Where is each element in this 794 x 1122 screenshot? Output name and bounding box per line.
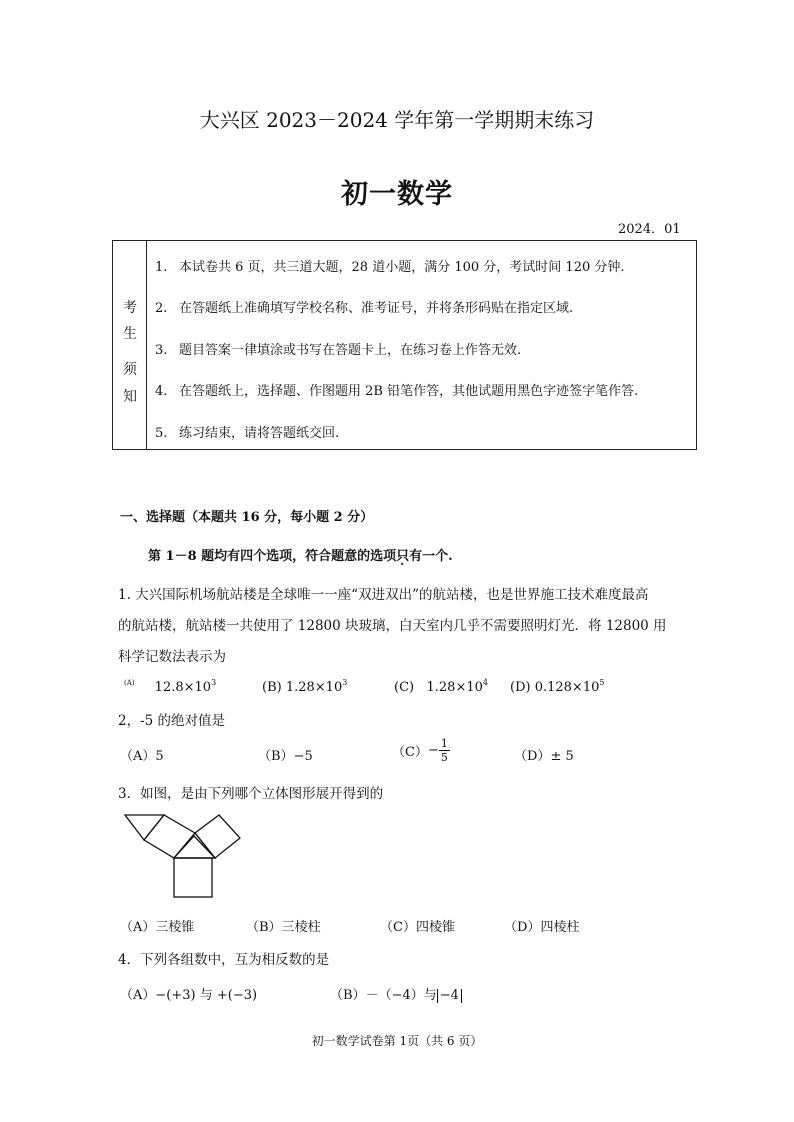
absolute-value: −4 <box>437 989 462 1003</box>
net-left-triangle <box>125 815 164 840</box>
question-2-stem: 2，-5 的绝对值是 <box>118 713 226 729</box>
notice-item <box>155 422 339 441</box>
notice-item <box>155 339 521 358</box>
q2-option-d[interactable]: （D）± 5 <box>514 749 574 764</box>
notice-item <box>155 380 638 399</box>
q4-option-b[interactable]: （B）－（−4）与 −4 <box>330 984 462 1003</box>
instruction-text: 第 1－8 题均有四个选项，符合题意的选项 <box>148 549 397 564</box>
q1-option-d[interactable]: (D) $0.128\times 10^5$ <box>510 678 605 695</box>
candidate-notice-box <box>112 240 697 450</box>
question-3-stem: 3．如图，是由下列哪个立体图形展开得到的 <box>118 786 384 802</box>
q2-option-b[interactable]: （B）−5 <box>258 749 313 764</box>
instruction-text: 一个. <box>422 549 453 564</box>
notice-label <box>113 241 147 449</box>
notice-item-number: 4. <box>155 384 168 399</box>
q1-option-b[interactable]: (B) $1.28\times 10^3$ <box>262 678 348 695</box>
question-1-line: 1. 大兴国际机场航站楼是全球唯一一座“双进双出”的航站楼，也是世界施工技术难度最高 <box>118 587 649 603</box>
instruction-emphasis: 只有 <box>396 549 423 564</box>
question-1-line: 的航站楼，航站楼一共使用了 12800 块玻璃，白天室内几乎不需要照明灯光．将 12800 用 <box>118 618 667 634</box>
notice-label-char: 考 <box>123 300 137 316</box>
notice-item-text: 在答题纸上准确填写学校名称、准考证号，并将条形码贴在指定区域. <box>179 301 574 316</box>
notice-item-text: 在答题纸上，选择题、作图题用 2B 铅笔作答，其他试题用黑色字迹签字笔作答. <box>179 384 639 399</box>
notice-label-char: 须 <box>123 362 137 378</box>
q4-option-a[interactable]: （A）−(+3) 与 +(−3) <box>120 988 258 1003</box>
section-heading: 一、选择题（本题共 16 分，每小题 2 分） <box>120 510 374 525</box>
q2-option-c[interactable]: （C）− $\frac{1}{5}$ <box>392 737 448 764</box>
net-bottom-square <box>174 858 212 897</box>
q2-option-a[interactable]: （A）5 <box>120 749 164 764</box>
notice-item-text: 题目答案一律填涂或书写在答题卡上，在练习卷上作答无效. <box>179 343 522 358</box>
notice-item-text: 本试卷共 6 页，共三道大题，28 道小题，满分 100 分，考试时间 120 分钟. <box>179 260 625 275</box>
subject-title: 初一数学 <box>341 179 453 210</box>
q1-option-c[interactable]: (C) $1.28\times 10^4$ <box>394 678 488 695</box>
notice-item-number: 3. <box>155 343 168 358</box>
section-instruction <box>148 545 453 564</box>
notice-item <box>155 297 573 316</box>
question-1-line: 科学记数法表示为 <box>118 649 226 665</box>
fraction: $\frac{1}{5}$ <box>440 737 448 764</box>
exam-title: 大兴区 2023－2024 学年第一学期期末练习 <box>199 108 595 132</box>
net-base-triangle <box>174 836 215 858</box>
net-figure <box>118 808 248 904</box>
notice-item <box>155 256 625 275</box>
exam-date: 2024．01 <box>618 222 681 237</box>
page-footer: 初一数学试卷第 1页（共 6 页） <box>311 1034 483 1048</box>
q3-option-d[interactable]: （D）四棱柱 <box>504 920 580 935</box>
notice-item-number: 2. <box>155 301 168 316</box>
q3-option-a[interactable]: （A）三棱锥 <box>120 920 195 935</box>
q3-option-b[interactable]: （B）三棱柱 <box>246 920 321 935</box>
net-left-square <box>144 815 195 858</box>
q3-option-c[interactable]: （C）四棱锥 <box>380 920 455 935</box>
net-right-square <box>195 815 240 858</box>
q1-option-a[interactable]: $^{(A)}$ $12.8\times 10^3$ <box>124 678 217 695</box>
notice-item-number: 1. <box>155 260 168 275</box>
notice-item-text: 练习结束，请将答题纸交回. <box>179 426 340 441</box>
notice-item-number: 5. <box>155 426 168 441</box>
notice-label-char: 知 <box>123 389 137 405</box>
notice-label-char: 生 <box>123 326 137 342</box>
question-4-stem: 4．下列各组数中，互为相反数的是 <box>118 952 330 968</box>
